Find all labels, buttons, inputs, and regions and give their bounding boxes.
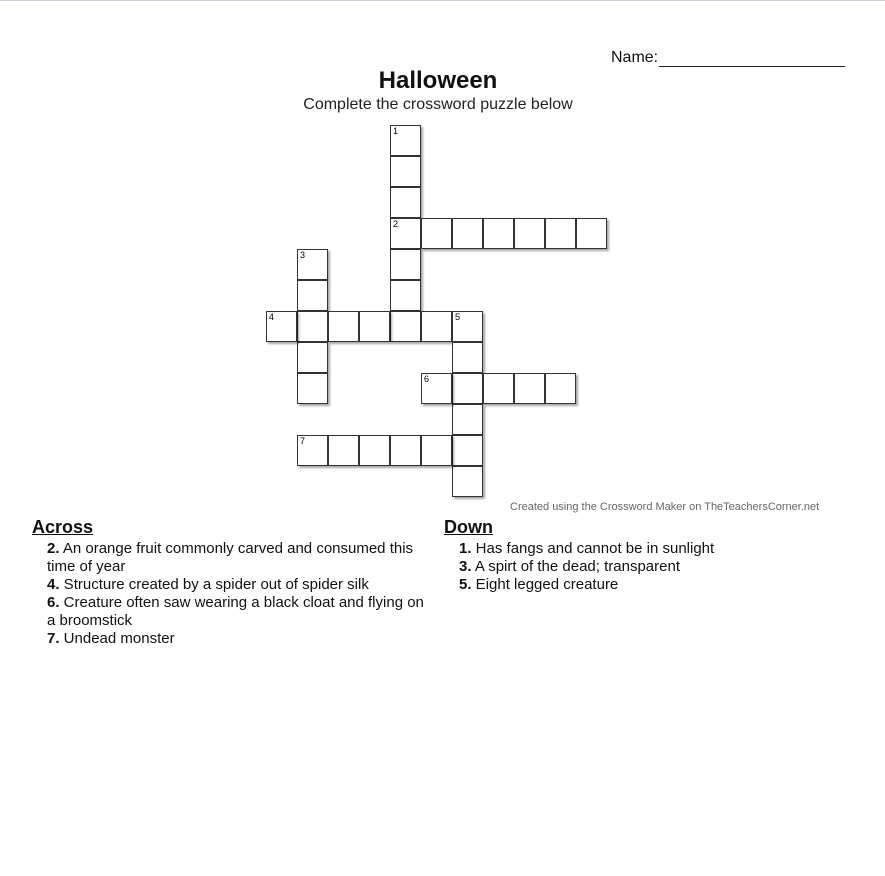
across-clue: [32, 576, 432, 594]
cell-number: 4: [269, 312, 275, 322]
clue-text: Eight legged creature: [471, 576, 619, 593]
crossword-cell[interactable]: [452, 466, 483, 497]
crossword-cell[interactable]: [297, 280, 328, 311]
cell-number: 6: [424, 374, 430, 384]
crossword-cell[interactable]: [421, 311, 452, 342]
crossword-cell[interactable]: [576, 218, 607, 249]
across-clue: [32, 540, 432, 576]
crossword-cell[interactable]: [452, 404, 483, 435]
crossword-cell[interactable]: [297, 311, 328, 342]
crossword-cell[interactable]: [452, 435, 483, 466]
crossword-cell[interactable]: [483, 218, 514, 249]
crossword-cell[interactable]: [421, 373, 452, 404]
crossword-cell[interactable]: [390, 311, 421, 342]
crossword-cell[interactable]: [390, 125, 421, 156]
down-clue: [444, 576, 864, 594]
across-clue-list: [32, 540, 432, 648]
cell-number: 5: [455, 312, 461, 322]
down-heading: Down: [444, 517, 493, 537]
clue-number: 5.: [459, 576, 472, 593]
clue-number: 1.: [459, 540, 472, 557]
crossword-cell[interactable]: [390, 435, 421, 466]
name-label: Name:: [611, 49, 659, 66]
crossword-cell[interactable]: [514, 373, 545, 404]
crossword-cell[interactable]: [359, 435, 390, 466]
across-clue: [32, 594, 432, 630]
down-clue: [444, 558, 864, 576]
crossword-cell[interactable]: [297, 342, 328, 373]
crossword-cell[interactable]: [297, 435, 328, 466]
clue-number: 3.: [459, 558, 472, 575]
clue-number: 7.: [47, 630, 60, 647]
cell-number: 7: [300, 436, 306, 446]
across-clue: [32, 630, 432, 648]
crossword-cell[interactable]: [452, 342, 483, 373]
down-clues: [444, 516, 864, 594]
crossword-cell[interactable]: [390, 249, 421, 280]
crossword-cell[interactable]: [390, 218, 421, 249]
crossword-cell[interactable]: [452, 373, 483, 404]
clue-text: Has fangs and cannot be in sunlight: [471, 540, 715, 557]
crossword-cell[interactable]: [390, 187, 421, 218]
cell-number: 1: [393, 126, 399, 136]
crossword-cell[interactable]: [483, 373, 514, 404]
clue-number: 6.: [47, 594, 60, 611]
crossword-cell[interactable]: [514, 218, 545, 249]
crossword-cell[interactable]: [297, 249, 328, 280]
clue-text: An orange fruit commonly carved and consumed this time of year: [47, 540, 414, 575]
crossword-cell[interactable]: [421, 218, 452, 249]
crossword-cell[interactable]: [297, 373, 328, 404]
page-subtitle: Complete the crossword puzzle below: [303, 96, 573, 113]
crossword-cell[interactable]: [328, 311, 359, 342]
crossword-cell[interactable]: [452, 218, 483, 249]
cell-number: 3: [300, 250, 306, 260]
crossword-cell[interactable]: [359, 311, 390, 342]
down-clue-list: [444, 540, 864, 594]
crossword-cell[interactable]: [421, 435, 452, 466]
across-clues: [32, 516, 432, 648]
across-heading: Across: [32, 517, 94, 537]
clue-text: Undead monster: [59, 630, 175, 647]
crossword-cell[interactable]: [545, 373, 576, 404]
cell-number: 2: [393, 219, 399, 229]
crossword-cell[interactable]: [545, 218, 576, 249]
credit-text: Created using the Crossword Maker on TheTeachersCorner.net: [510, 501, 820, 513]
down-clue: [444, 540, 864, 558]
crossword-cell[interactable]: [452, 311, 483, 342]
clue-text: Structure created by a spider out of spider silk: [59, 576, 369, 593]
crossword-cell[interactable]: [390, 156, 421, 187]
clue-number: 4.: [47, 576, 60, 593]
crossword-cell[interactable]: [266, 311, 297, 342]
crossword-cell[interactable]: [328, 435, 359, 466]
crossword-cell[interactable]: [390, 280, 421, 311]
page-title: Halloween: [378, 67, 498, 94]
clue-number: 2.: [47, 540, 60, 557]
clue-text: Creature often saw wearing a black cloat and flying on a broomstick: [47, 594, 424, 629]
clue-text: A spirt of the dead; transparent: [471, 558, 680, 575]
